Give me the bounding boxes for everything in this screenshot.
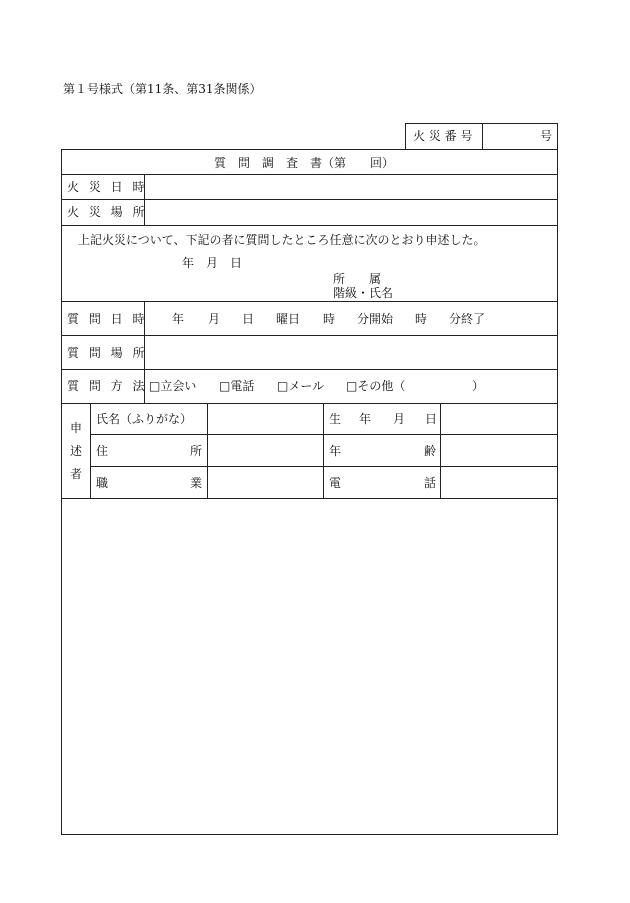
birth-char-2: 年	[359, 412, 372, 426]
birth-char-1: 生	[329, 412, 342, 426]
birth-char-3: 月	[393, 412, 406, 426]
fire-number-suffix: 号	[540, 129, 553, 143]
question-place-label: 質 問 場 所	[67, 346, 148, 360]
birth-char-4: 日	[425, 412, 438, 426]
address-label-b: 所	[190, 444, 203, 458]
qdt-start: 分開始	[357, 312, 394, 326]
job-label-b: 業	[190, 476, 203, 490]
qdt-year: 年	[172, 312, 185, 326]
qdt-day: 日	[242, 312, 255, 326]
birthdate-field[interactable]	[443, 407, 554, 431]
method-other-field[interactable]	[410, 376, 468, 394]
statement-text: 上記火災について、下記の者に質問したところ任意に次のとおり申述した。	[78, 233, 486, 247]
fire-place-label: 火 災 場 所	[67, 205, 148, 219]
qdt-month: 月	[208, 312, 221, 326]
qdt-hour: 時	[323, 312, 336, 326]
phone-label-b: 話	[424, 476, 437, 490]
form-title: 質 問 調 査 書（第 回）	[214, 156, 395, 170]
method-phone-checkbox[interactable]: □電話	[219, 379, 255, 393]
fire-number-field[interactable]	[488, 127, 534, 145]
question-datetime-label: 質 問 日 時	[67, 312, 148, 326]
address-label-a: 住	[96, 444, 109, 458]
age-label-a: 年	[329, 444, 342, 458]
phone-label-a: 電	[329, 476, 342, 490]
age-field[interactable]	[443, 438, 554, 462]
name-field[interactable]	[210, 407, 320, 431]
method-other-checkbox[interactable]: □その他（	[346, 379, 406, 393]
declarant-char-2: 述	[70, 444, 83, 458]
fire-date-field[interactable]	[148, 177, 553, 196]
qdt-end: 分終了	[449, 312, 486, 326]
declarant-char-1: 申	[70, 421, 83, 435]
fire-number-label: 火 災 番 号	[413, 129, 473, 143]
question-place-field[interactable]	[148, 339, 553, 365]
method-other-close: ）	[472, 379, 485, 393]
rank-name-label: 階級・氏名	[333, 286, 394, 300]
age-label-b: 齢	[424, 444, 437, 458]
fire-place-field[interactable]	[148, 202, 553, 221]
affiliation-label: 所 属	[333, 272, 382, 286]
address-field[interactable]	[210, 438, 320, 462]
method-witness-checkbox[interactable]: □立会い	[149, 379, 197, 393]
phone-field[interactable]	[443, 470, 554, 494]
name-furigana-label: 氏名（ふりがな）	[96, 412, 193, 426]
statement-date: 年 月 日	[182, 256, 243, 270]
fire-date-label: 火 災 日 時	[67, 180, 148, 194]
statement-body-area[interactable]	[64, 502, 555, 832]
question-method-label: 質 問 方 法	[67, 379, 148, 393]
job-label-a: 職	[96, 476, 109, 490]
job-field[interactable]	[210, 470, 320, 494]
qdt-hour2: 時	[415, 312, 428, 326]
declarant-char-3: 者	[70, 467, 83, 481]
method-mail-checkbox[interactable]: □メール	[277, 379, 325, 393]
form-number: 第１号様式（第11条、第31条関係）	[63, 82, 262, 96]
qdt-weekday: 曜日	[276, 312, 301, 326]
